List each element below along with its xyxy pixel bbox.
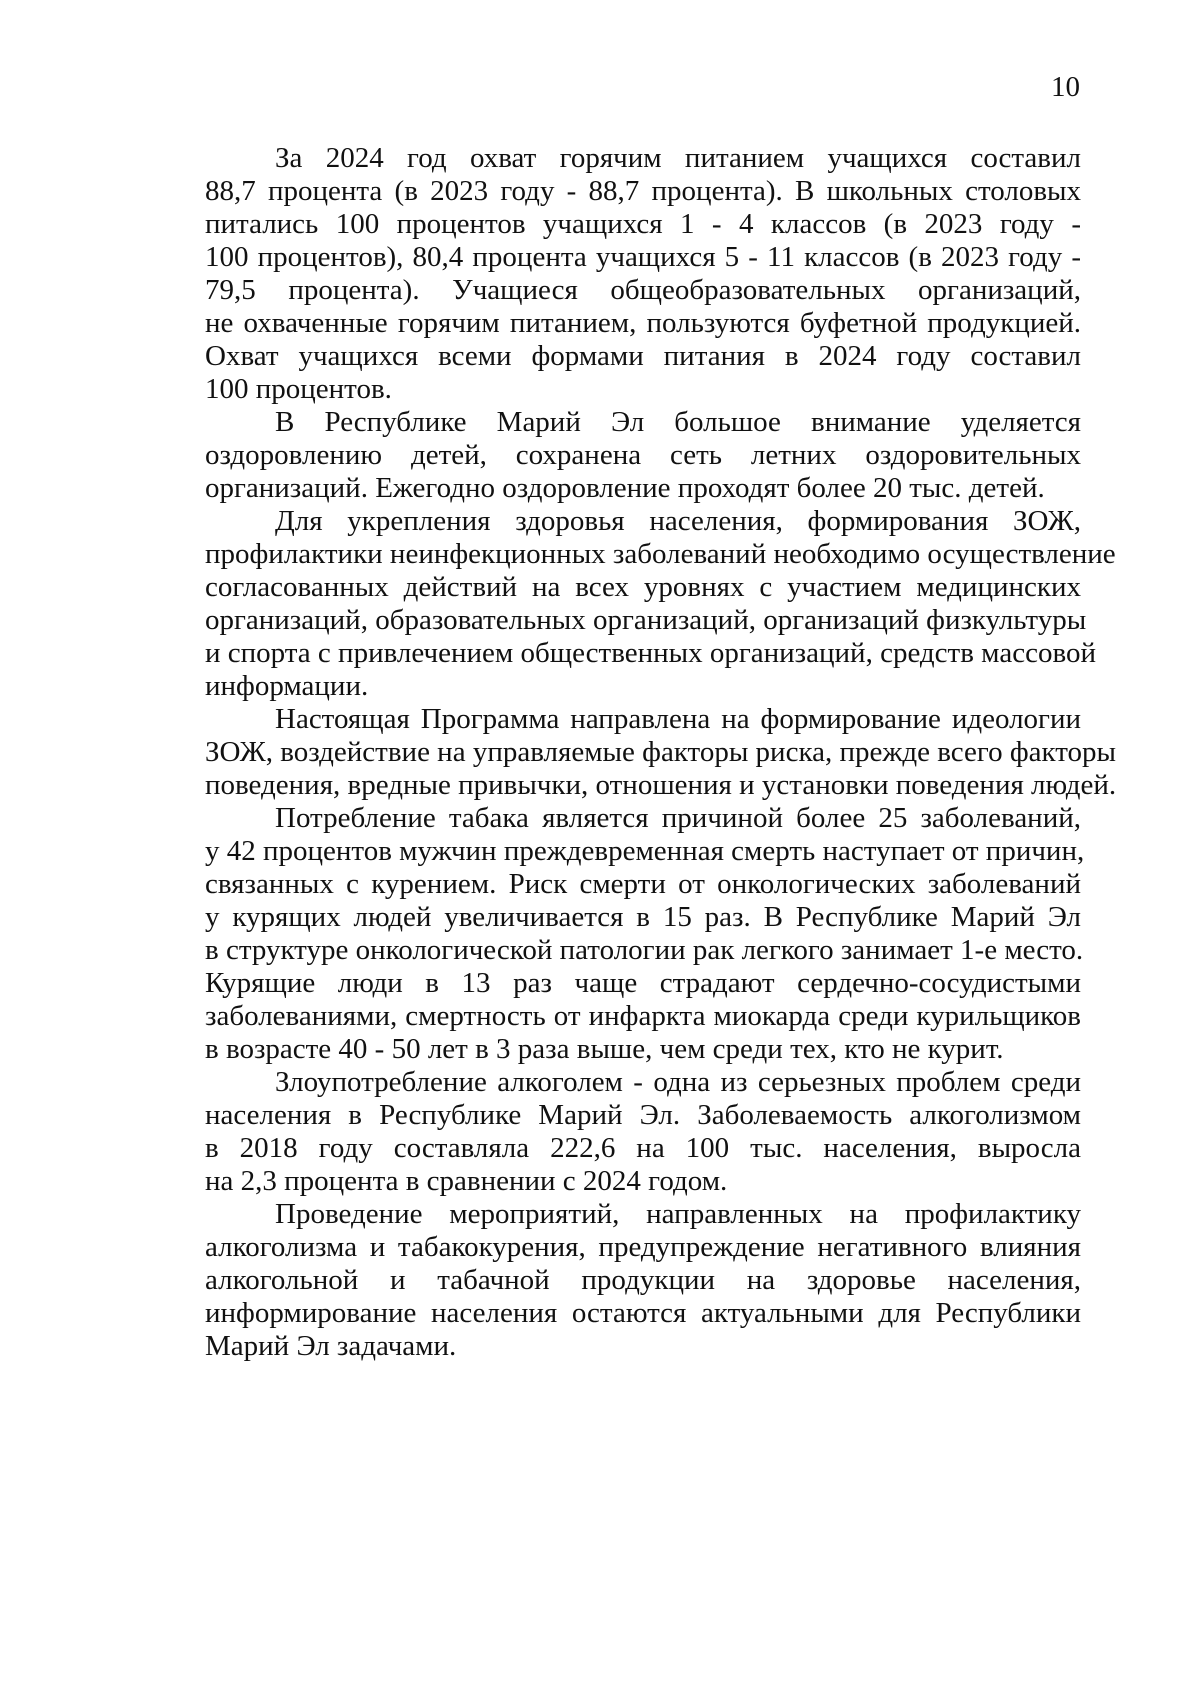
text-line: информации. xyxy=(205,670,369,702)
text-line: Потребление табака является причиной более 25 заболеваний, xyxy=(275,802,1081,834)
text-line: у 42 процентов мужчин преждевременная смерть наступает от причин, xyxy=(205,835,1085,867)
text-line: и спорта с привлечением общественных организаций, средств массовой xyxy=(205,637,1096,669)
paragraph xyxy=(205,802,1085,1066)
text-line: Курящие люди в 13 раз чаще страдают сердечно-сосудистыми xyxy=(205,967,1081,999)
text-line: Проведение мероприятий, направленных на профилактику xyxy=(275,1198,1081,1230)
text-line: В Республике Марий Эл большое внимание уделяется xyxy=(275,406,1081,438)
paragraph xyxy=(205,406,1081,505)
text-line: информирование населения остаются актуальными для Республики xyxy=(205,1297,1081,1329)
text-line: ЗОЖ, воздействие на управляемые факторы риска, прежде всего факторы xyxy=(205,736,1116,768)
paragraph xyxy=(205,1198,1081,1363)
text-line: в структуре онкологической патологии рак легкого занимает 1-е место. xyxy=(205,934,1084,966)
text-line: За 2024 год охват горячим питанием учащихся составил xyxy=(275,142,1081,174)
text-line: организаций, образовательных организаций, организаций физкультуры xyxy=(205,604,1087,636)
text-line: Охват учащихся всеми формами питания в 2024 году составил xyxy=(205,340,1081,372)
text-line: в возрасте 40 - 50 лет в 3 раза выше, чем среди тех, кто не курит. xyxy=(205,1033,1004,1065)
paragraph xyxy=(205,1066,1081,1198)
text-line: связанных с курением. Риск смерти от онкологических заболеваний xyxy=(205,868,1081,900)
text-line: питались 100 процентов учащихся 1 - 4 классов (в 2023 году - xyxy=(205,208,1081,240)
page-number: 10 xyxy=(1051,71,1080,103)
text-line: Марий Эл задачами. xyxy=(205,1330,457,1362)
text-line: Настоящая Программа направлена на формирование идеологии xyxy=(275,703,1081,735)
text-line: 79,5 процента). Учащиеся общеобразовательных организаций, xyxy=(205,274,1081,306)
text-line: алкогольной и табачной продукции на здоровье населения, xyxy=(205,1264,1081,1296)
text-line: профилактики неинфекционных заболеваний необходимо осуществление xyxy=(205,538,1116,570)
text-line: Злоупотребление алкоголем - одна из серьезных проблем среди xyxy=(275,1066,1081,1098)
text-line: алкоголизма и табакокурения, предупреждение негативного влияния xyxy=(205,1231,1081,1263)
text-line: на 2,3 процента в сравнении с 2024 годом. xyxy=(205,1165,728,1197)
text-line: согласованных действий на всех уровнях с участием медицинских xyxy=(205,571,1081,603)
text-line: организаций. Ежегодно оздоровление проходят более 20 тыс. детей. xyxy=(205,472,1045,504)
text-line: населения в Республике Марий Эл. Заболеваемость алкоголизмом xyxy=(205,1099,1081,1131)
text-line: 100 процентов. xyxy=(205,373,392,405)
text-line: поведения, вредные привычки, отношения и установки поведения людей. xyxy=(205,769,1117,801)
text-line: у курящих людей увеличивается в 15 раз. В Республике Марий Эл xyxy=(205,901,1081,933)
text-line: Для укрепления здоровья населения, формирования ЗОЖ, xyxy=(275,505,1081,537)
text-line: 100 процентов), 80,4 процента учащихся 5 - 11 классов (в 2023 году - xyxy=(205,241,1081,273)
text-line: заболеваниями, смертность от инфаркта миокарда среди курильщиков xyxy=(205,1000,1081,1032)
text-line: не охваченные горячим питанием, пользуются буфетной продукцией. xyxy=(205,307,1081,339)
document-body xyxy=(205,142,1117,1363)
text-line: 88,7 процента (в 2023 году - 88,7 процента). В школьных столовых xyxy=(205,175,1081,207)
paragraph xyxy=(205,142,1081,406)
text-line: в 2018 году составляла 222,6 на 100 тыс. населения, выросла xyxy=(205,1132,1081,1164)
text-line: оздоровлению детей, сохранена сеть летних оздоровительных xyxy=(205,439,1081,471)
paragraph xyxy=(205,703,1117,802)
paragraph xyxy=(205,505,1116,703)
